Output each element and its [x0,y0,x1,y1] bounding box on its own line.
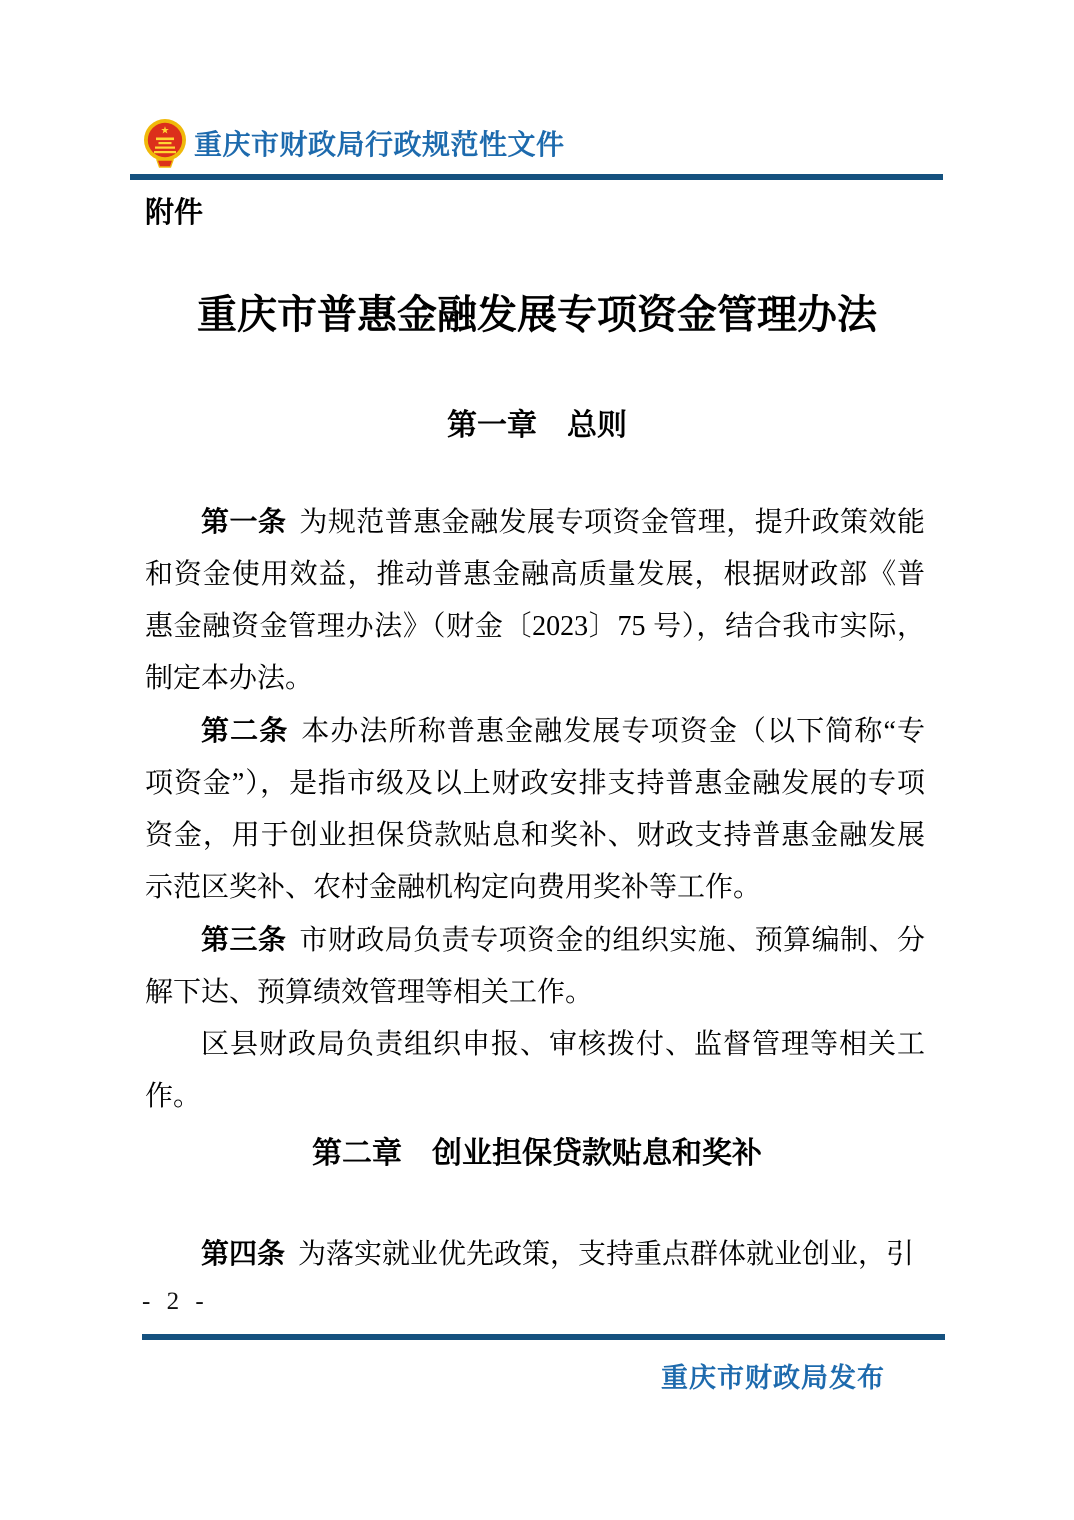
chapter-1-heading: 第一章 总则 [447,409,627,442]
article-1-text: 为规范普惠金融发展专项资金管理，提升政策效能和资金使用效益，推动普惠金融高质量发展，根据财政部《普惠金融资金管理办法》（财金〔2023〕75 号），结合我市实际，制定本办法。 [145,507,925,694]
article-2-label: 第二条 [201,715,289,746]
publisher-label: 重庆市财政局发布 [661,1363,885,1393]
header-divider [130,174,943,180]
article-3-text-2: 区县财政局负责组织申报、审核拨付、监督管理等相关工作。 [145,1029,925,1112]
document-header [142,118,565,168]
chapter-1-body [145,496,925,1123]
attachment-label: 附件 [145,197,204,229]
article-4-text: 为落实就业优先政策，支持重点群体就业创业，引 [298,1239,915,1270]
article-2-text: 本办法所称普惠金融发展专项资金（以下简称“专项资金”），是指市级及以上财政安排支持普惠金融发展的专项资金，用于创业担保贷款贴息和奖补、财政支持普惠金融发展示范区奖补、农村金融机构定向费用奖补等工作。 [145,716,925,903]
article-3-paragraph-2 [145,1019,925,1123]
article-3-paragraph [145,914,925,1019]
article-1-label: 第一条 [201,506,287,537]
article-1-paragraph [145,496,925,705]
article-2-paragraph [145,705,925,914]
chapter-2-heading: 第二章 创业担保贷款贴息和奖补 [312,1137,762,1170]
svg-text:★: ★ [160,125,170,137]
document-title: 重庆市普惠金融发展专项资金管理办法 [197,292,877,337]
article-3-label: 第三条 [201,924,287,955]
page-number: - 2 - [142,1288,209,1315]
footer-divider [142,1334,945,1340]
header-org-title: 重庆市财政局行政规范性文件 [194,130,565,161]
article-4-paragraph [145,1228,955,1281]
article-4-label: 第四条 [201,1238,286,1269]
article-3-text: 市财政局负责专项资金的组织实施、预算编制、分解下达、预算绩效管理等相关工作。 [145,925,925,1008]
china-national-emblem-icon [142,118,188,168]
